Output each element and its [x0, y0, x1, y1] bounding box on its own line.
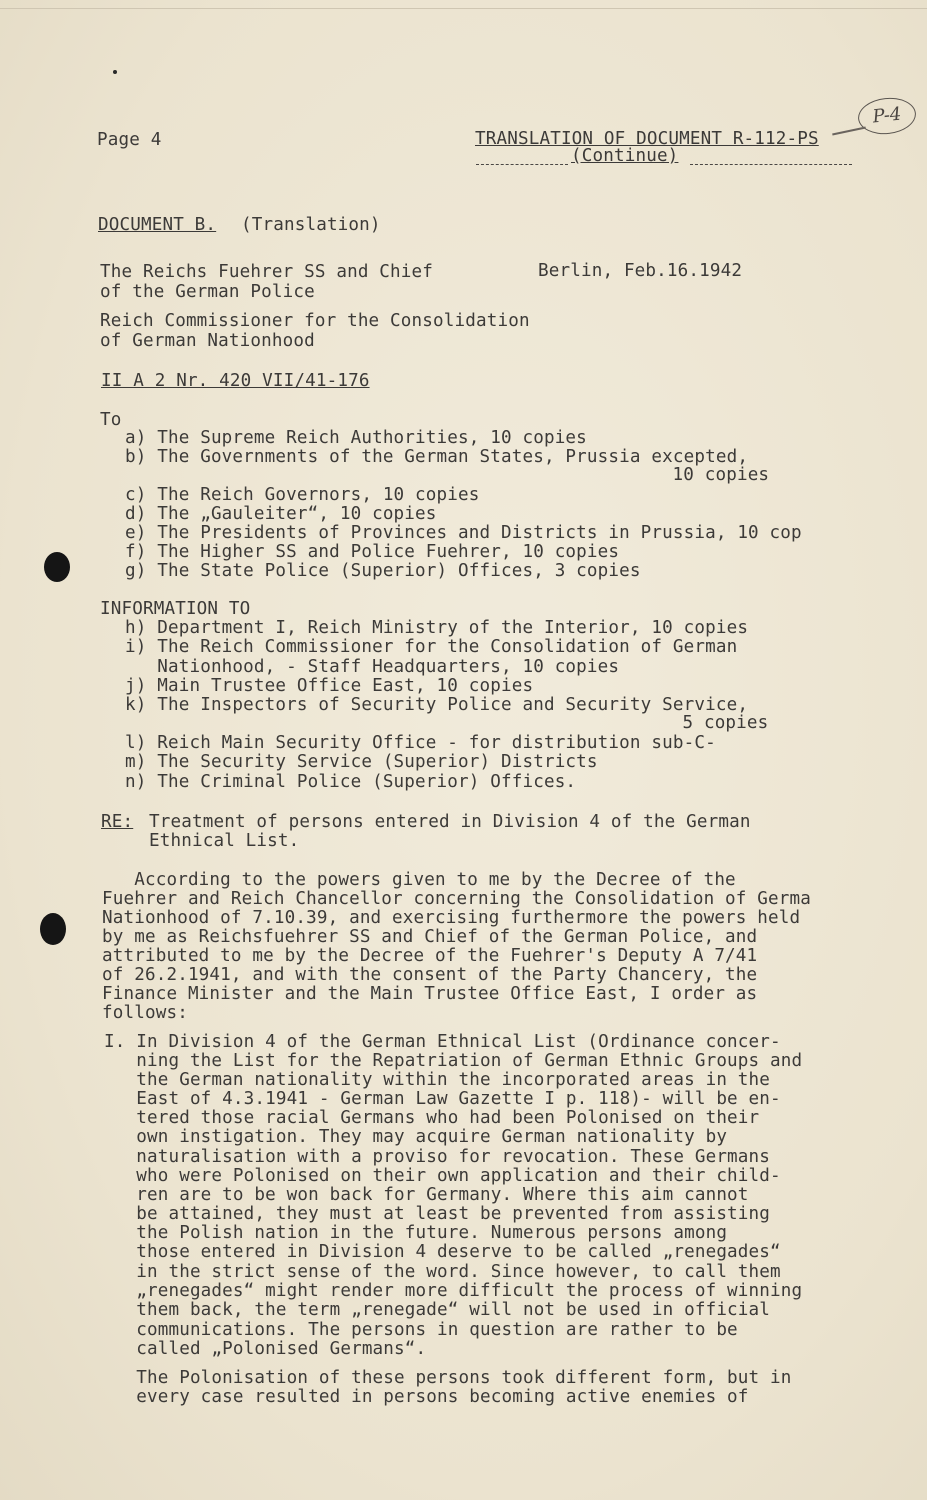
subtitle-dash-right [690, 164, 852, 165]
sender-line-4: of German Nationhood [100, 331, 315, 351]
subject-line-1: Treatment of persons entered in Division 4 of the German [149, 812, 751, 832]
intro-line-2: Fuehrer and Reich Chancellor concerning the Consolidation of Germa [102, 889, 811, 909]
section-one-line-16: communications. The persons in question are rather to be [104, 1320, 738, 1340]
document-title: TRANSLATION OF DOCUMENT R-112-PS [475, 129, 819, 149]
info-recipient-k: k) The Inspectors of Security Police and Security Service, [125, 695, 749, 715]
recipient-a: a) The Supreme Reich Authorities, 10 copies [125, 428, 587, 448]
speck-mark [113, 70, 117, 74]
info-recipient-i-cont: Nationhood, - Staff Headquarters, 10 copies [125, 657, 620, 677]
intro-line-6: of 26.2.1941, and with the consent of the Party Chancery, the [102, 965, 758, 985]
info-recipient-j: j) Main Trustee Office East, 10 copies [125, 676, 534, 696]
subject-label: RE: [101, 812, 134, 832]
closing-line-1: The Polonisation of these persons took different form, but in [104, 1368, 792, 1388]
doc-heading-note: (Translation) [241, 215, 381, 235]
section-one-line-11: the Polish nation in the future. Numerous persons among [104, 1223, 728, 1243]
section-one-line-7: naturalisation with a proviso for revocation. These Germans [104, 1147, 771, 1167]
intro-line-4: by me as Reichsfuehrer SS and Chief of the German Police, and [102, 927, 758, 947]
section-one-line-12: those entered in Division 4 deserve to be called „renegades“ [104, 1242, 781, 1262]
subject-line-2: Ethnical List. [149, 831, 300, 851]
recipient-b-copies: 10 copies [318, 465, 770, 485]
section-one-line-6: own instigation. They may acquire German nationality by [104, 1127, 728, 1147]
recipient-f: f) The Higher SS and Police Fuehrer, 10 copies [125, 542, 620, 562]
sender-line-1: The Reichs Fuehrer SS and Chief [100, 262, 434, 282]
recipient-g: g) The State Police (Superior) Offices, 3 copies [125, 561, 641, 581]
top-edge-line [0, 8, 927, 9]
intro-line-3: Nationhood of 7.10.39, and exercising furthermore the powers held [102, 908, 801, 928]
page-stamp: P-4 [856, 95, 917, 137]
punch-hole-bottom [40, 913, 66, 945]
recipient-d: d) The „Gauleiter“, 10 copies [125, 504, 437, 524]
info-recipient-i: i) The Reich Commissioner for the Consolidation of German [125, 637, 738, 657]
to-label: To [100, 410, 122, 430]
section-one-line-1: I. In Division 4 of the German Ethnical List (Ordinance concer- [104, 1032, 781, 1052]
intro-line-1: According to the powers given to me by the Decree of the [102, 870, 736, 890]
info-recipient-m: m) The Security Service (Superior) Districts [125, 752, 598, 772]
intro-line-7: Finance Minister and the Main Trustee Office East, I order as [102, 984, 758, 1004]
sender-line-2: of the German Police [100, 282, 315, 302]
section-one-line-8: who were Polonised on their own application and their child- [104, 1166, 781, 1186]
subtitle-dash-left [476, 164, 568, 165]
section-one-line-2: ning the List for the Repatriation of German Ethnic Groups and [104, 1051, 803, 1071]
section-one-line-14: „renegades“ might render more difficult the process of winning [104, 1281, 803, 1301]
closing-line-2: every case resulted in persons becoming active enemies of [104, 1387, 749, 1407]
reference-number: II A 2 Nr. 420 VII/41-176 [101, 371, 370, 391]
info-recipient-n: n) The Criminal Police (Superior) Offices. [125, 772, 577, 792]
section-one-line-4: East of 4.3.1941 - German Law Gazette I p. 118)- will be en- [104, 1089, 781, 1109]
sender-line-3: Reich Commissioner for the Consolidation [100, 311, 530, 331]
recipient-e: e) The Presidents of Provinces and Districts in Prussia, 10 cop [125, 523, 802, 543]
section-one-line-17: called „Polonised Germans“. [104, 1339, 427, 1359]
info-recipient-h: h) Department I, Reich Ministry of the Interior, 10 copies [125, 618, 749, 638]
intro-line-8: follows: [102, 1003, 188, 1023]
info-recipient-l: l) Reich Main Security Office - for distribution sub-C- [125, 733, 716, 753]
place-date: Berlin, Feb.16.1942 [538, 261, 743, 281]
section-one-line-13: in the strict sense of the word. Since however, to call them [104, 1262, 781, 1282]
doc-heading-label: DOCUMENT B. [98, 215, 217, 235]
section-one-line-10: be attained, they must at least be prevented from assisting [104, 1204, 771, 1224]
information-label: INFORMATION TO [100, 599, 251, 619]
document-subtitle: (Continue) [571, 146, 679, 166]
section-one-line-9: ren are to be won back for Germany. Where this aim cannot [104, 1185, 749, 1205]
recipient-c: c) The Reich Governors, 10 copies [125, 485, 480, 505]
section-one-line-5: tered those racial Germans who had been Polonised on their [104, 1108, 760, 1128]
page-label: Page 4 [97, 130, 162, 150]
section-one-line-3: the German nationality within the incorporated areas in the [104, 1070, 771, 1090]
intro-line-5: attributed to me by the Decree of the Fuehrer's Deputy A 7/41 [102, 946, 758, 966]
section-one-line-15: them back, the term „renegade“ will not be used in official [104, 1300, 771, 1320]
info-recipient-k-copies: 5 copies [285, 713, 769, 733]
recipient-b: b) The Governments of the German States, Prussia excepted, [125, 447, 749, 467]
punch-hole-top [44, 552, 70, 582]
stamp-tail [832, 126, 866, 135]
